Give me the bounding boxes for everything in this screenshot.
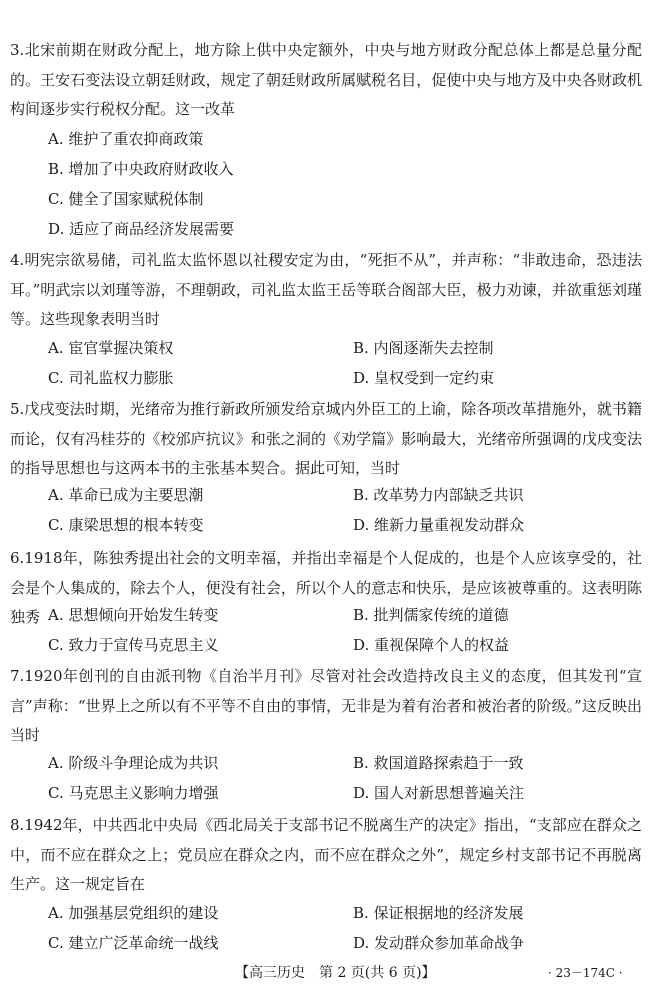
option-c: C. 建立广泛革命统一战线 (48, 934, 219, 952)
option-a: A. 宦官掌握决策权 (48, 339, 174, 357)
option-a: A. 革命已成为主要思潮 (48, 486, 204, 504)
question-stem: 7.1920年创刊的自由派刊物《自治半月刊》尽管对社会改造持改良主义的态度，但其发刊“宣言”声称：“世界上之所以有不平等不自由的事情，无非是为着有治者和被治者的阶级。”这反映出当时 (10, 667, 642, 744)
question-7 (10, 662, 642, 802)
option-d: D. 适应了商品经济发展需要 (48, 220, 235, 238)
option-d: D. 发动群众参加革命战争 (353, 934, 525, 952)
option-d: D. 重视保障个人的权益 (353, 636, 510, 654)
question-stem: 4.明宪宗欲易储，司礼监太监怀恩以社稷安定为由，“死拒不从”，并声称：“非敢违命，恐违法耳。”明武宗以刘瑾等游，不理朝政，司礼监太监王岳等联合阁部大臣，极力劝谏，并欲重惩刘瑾等。这些现象表明当时 (10, 251, 642, 328)
question-3 (10, 36, 642, 238)
option-c: C. 致力于宣传马克思主义 (48, 636, 219, 654)
option-a: A. 加强基层党组织的建设 (48, 904, 219, 922)
option-a: A. 思想倾向开始发生转变 (48, 606, 219, 624)
option-c: C. 健全了国家赋税体制 (48, 190, 204, 208)
question-4 (10, 246, 642, 387)
option-b: B. 批判儒家传统的道德 (353, 606, 509, 624)
question-stem: 8.1942年，中共西北中央局《西北局关于支部书记不脱离生产的决定》指出，“支部应在群众之中，而不应在群众之上；党员应在群众之内，而不应在群众之外”，规定乡村支部书记不再脱离生产。这一规定旨在 (10, 816, 642, 893)
paper-code: · 23－174C · (548, 966, 623, 980)
option-b: B. 改革势力内部缺乏共识 (353, 486, 524, 504)
option-b: B. 内阁逐渐失去控制 (353, 339, 494, 357)
question-stem: 6.1918年，陈独秀提出社会的文明幸福，并指出幸福是个人促成的，也是个人应该享受的，社会是个人集成的，除去个人，便没有社会，所以个人的意志和快乐，是应该被尊重的。这表明陈独秀 (10, 549, 642, 626)
option-a: A. 维护了重农抑商政策 (48, 130, 204, 148)
question-6 (10, 544, 642, 654)
page-footer-label: 【高三历史 第 2 页(共 6 页)】 (235, 965, 436, 981)
question-stem: 3.北宋前期在财政分配上，地方除上供中央定额外，中央与地方财政分配总体上都是总量分配的。王安石变法设立朝廷财政，规定了朝廷财政所属赋税名目，促使中央与地方及中央各财政机构间逐步实行税权分配。这一改革 (10, 41, 642, 118)
option-d: D. 皇权受到一定约束 (353, 369, 495, 387)
option-b: B. 救国道路探索趋于一致 (353, 754, 524, 772)
question-8 (10, 811, 642, 952)
option-b: B. 增加了中央政府财政收入 (48, 160, 234, 178)
option-c: C. 马克思主义影响力增强 (48, 784, 219, 802)
option-c: C. 司礼监权力膨胀 (48, 369, 174, 387)
option-b: B. 保证根据地的经济发展 (353, 904, 524, 922)
question-stem: 5.戊戌变法时期，光绪帝为推行新政所颁发给京城内外臣工的上谕，除各项改革措施外，就书籍而论，仅有冯桂芬的《校邠庐抗议》和张之洞的《劝学篇》影响最大，光绪帝所强调的戊戌变法的指导思想也与这两本书的主张基本契合。据此可知，当时 (10, 400, 642, 477)
option-d: D. 维新力量重视发动群众 (353, 516, 525, 534)
option-c: C. 康梁思想的根本转变 (48, 516, 204, 534)
question-5 (10, 395, 642, 534)
option-d: D. 国人对新思想普遍关注 (353, 784, 525, 802)
option-a: A. 阶级斗争理论成为共识 (48, 754, 219, 772)
